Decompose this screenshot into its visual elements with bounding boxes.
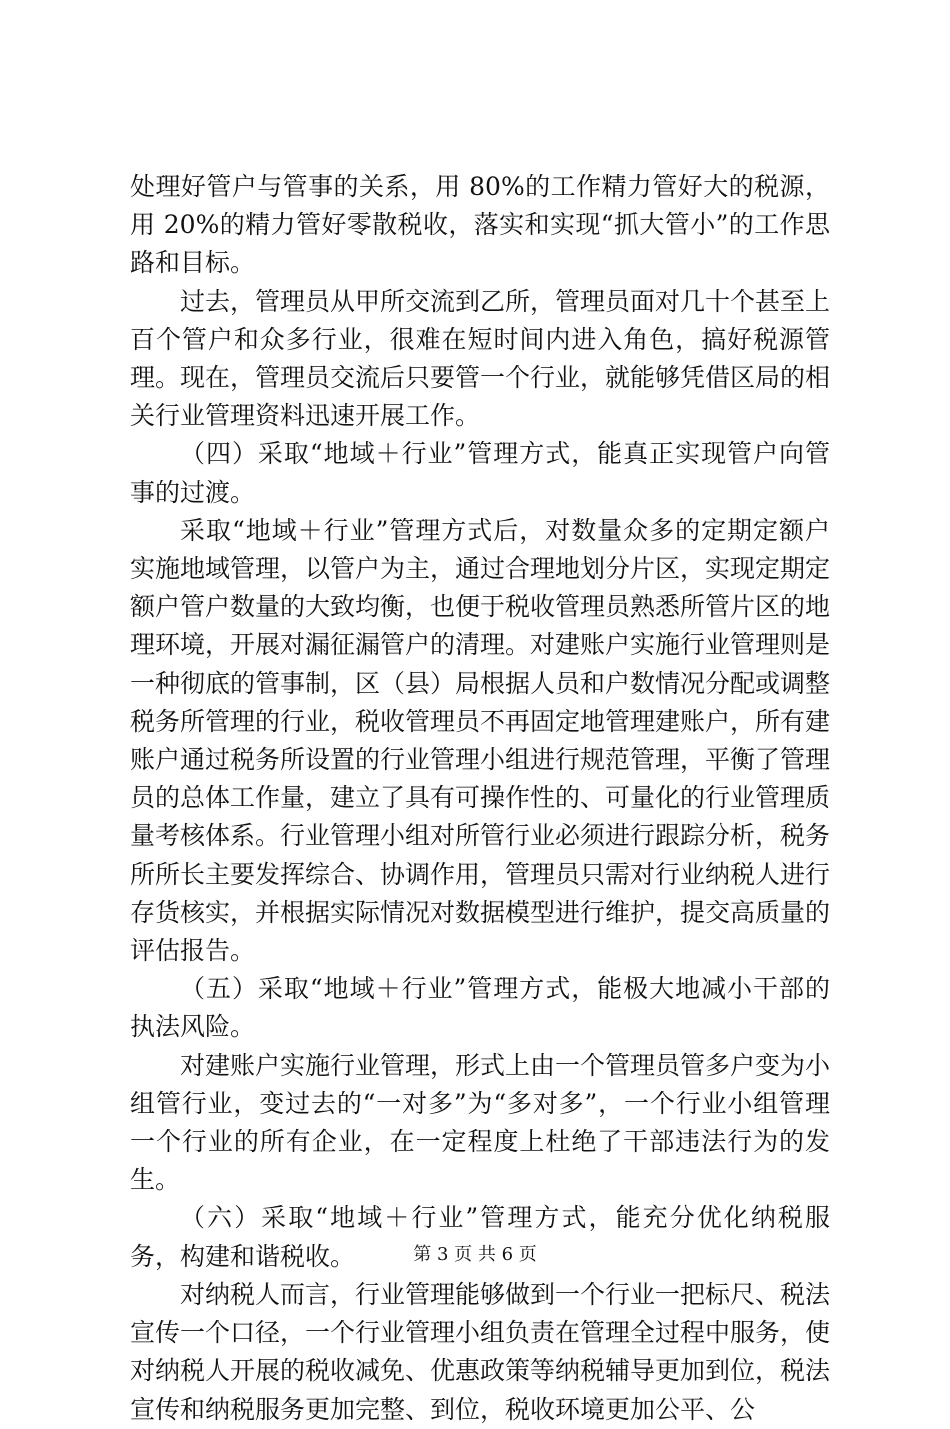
paragraph-body: 对纳税人而言，行业管理能够做到一个行业一把标尺、税法宣传一个口径，一个行业管理小组负责在管理全过程中服务，使对纳税人开展的税收减免、优惠政策等纳税辅导更加到位，税法宣传和纳税服务更加完整、到位，税收环境更加公平、公 <box>130 1279 831 1424</box>
section-heading-4: （四）采取“地域＋行业”管理方式，能真正实现管户向管事的过渡。 <box>130 439 830 507</box>
section-heading-5: （五）采取“地域＋行业”管理方式，能极大地减小干部的执法风险。 <box>130 974 830 1042</box>
paragraph-body: 采取“地域＋行业”管理方式后，对数量众多的定期定额户实施地域管理，以管户为主，通过合理地划分片区，实现定期定额户管户数量的大致均衡，也便于税收管理员熟悉所管片区的地理环境，开展对漏征漏管户的清理。对建账户实施行业管理则是一种彻底的管事制，区（县）局根据人员和户数情况分配或调整税务所管理的行业，税收管理员不再固定地管理建账户，所有建账户通过税务所设置的行业管理小组进行规范管理，平衡了管理员的总体工作量，建立了具有可操作性的、可量化的行业管理质量考核体系。行业管理小组对所管行业必须进行跟踪分析，税务所所长主要发挥综合、协调作用，管理员只需对行业纳税人进行存货核实，并根据实际情况对数据模型进行维护，提交高质量的评估报告。 <box>130 515 831 966</box>
paragraph-body: 过去，管理员从甲所交流到乙所，管理员面对几十个甚至上百个管户和众多行业，很难在短时间内进入角色，搞好税源管理。现在，管理员交流后只要管一个行业，就能够凭借区局的相关行业管理资料迅速开展工作。 <box>130 286 831 431</box>
section-heading-6: （六）采取“地域＋行业”管理方式，能充分优化纳税服务，构建和谐税收。 <box>130 1203 830 1271</box>
page-number-footer: 第 3 页 共 6 页 <box>413 1244 537 1265</box>
paragraph-continuation: 处理好管户与管事的关系，用 80%的工作精力管好大的税源，用 20%的精力管好零散税收，落实和实现“抓大管小”的工作思路和目标。 <box>130 172 830 278</box>
paragraph-body: 对建账户实施行业管理，形式上由一个管理员管多户变为小组管行业，变过去的“一对多”为“多对多”，一个行业小组管理一个行业的所有企业，在一定程度上杜绝了干部违法行为的发生。 <box>130 1050 831 1195</box>
